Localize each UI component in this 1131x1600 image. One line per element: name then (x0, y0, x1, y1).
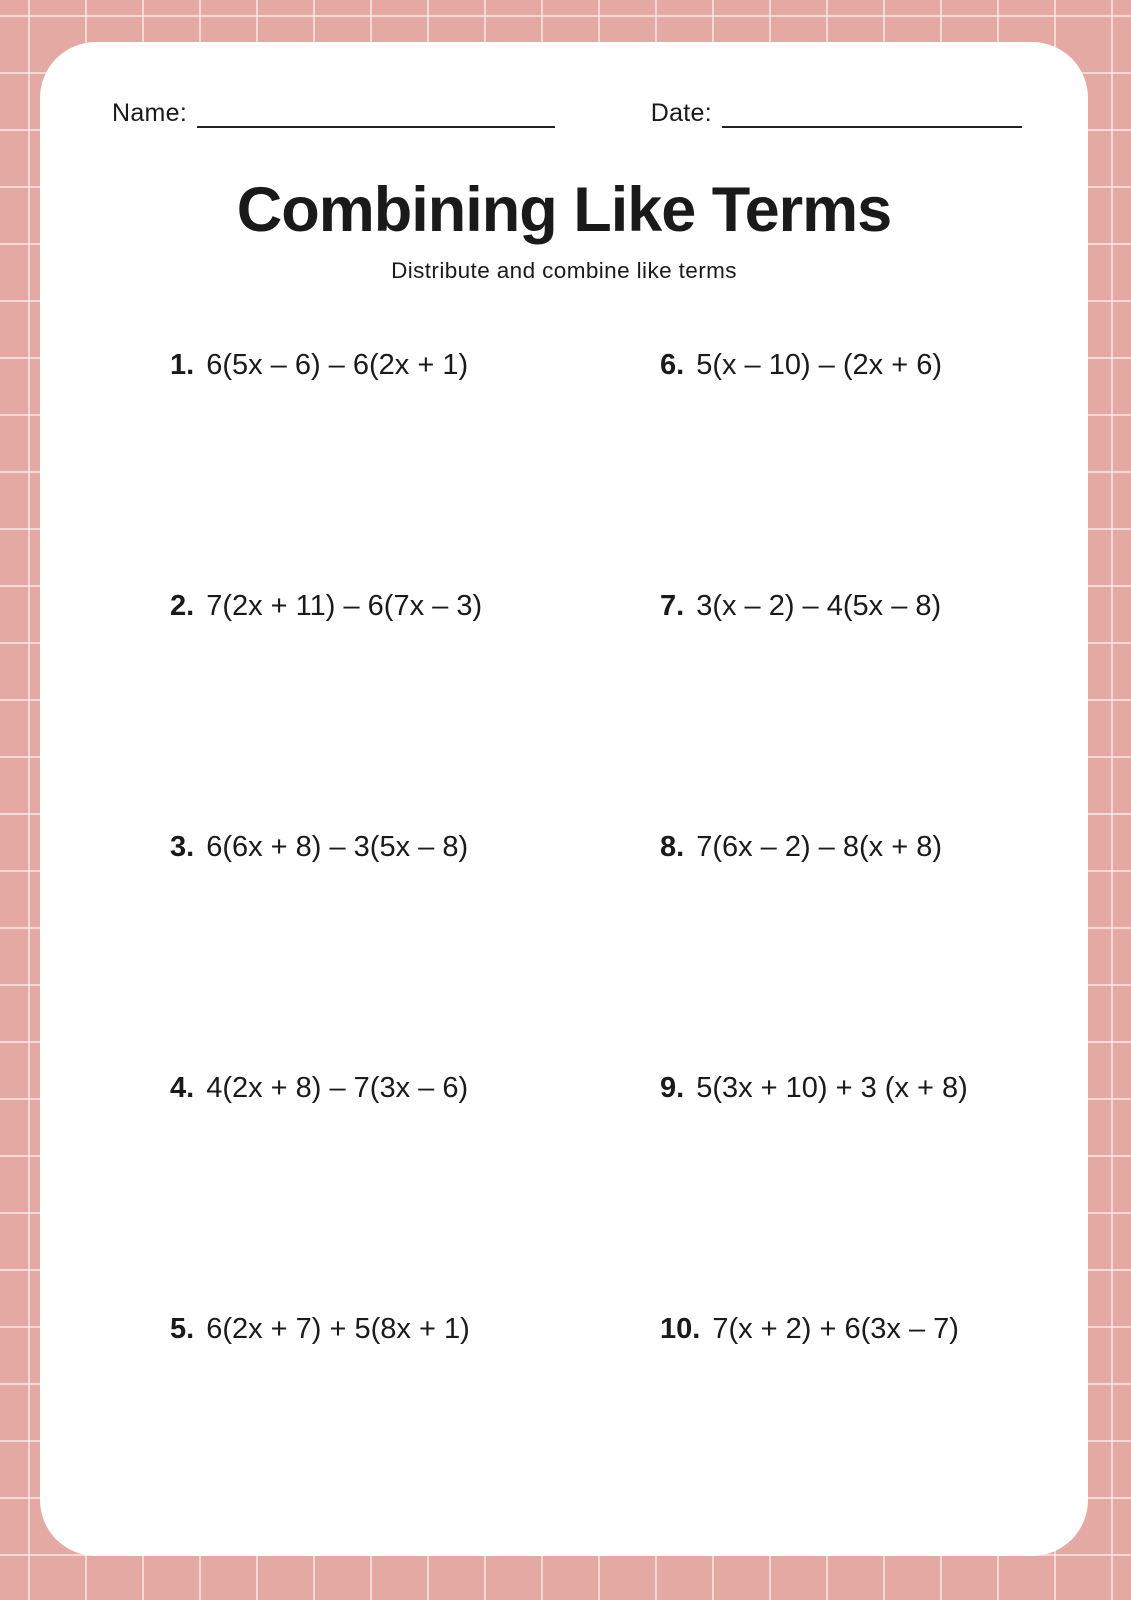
date-blank-line (722, 102, 1022, 128)
problem-5 (40, 1310, 564, 1551)
worksheet-card (40, 42, 1088, 1556)
problem-expression: 7(x + 2) + 6(3x – 7) (712, 1312, 959, 1345)
problem-9 (564, 1069, 1088, 1310)
problem-4 (40, 1069, 564, 1310)
problem-expression: 3(x – 2) – 4(5x – 8) (696, 589, 942, 622)
problem-expression: 6(2x + 7) + 5(8x + 1) (206, 1312, 470, 1345)
problem-number: 8. (660, 830, 685, 863)
problem-3 (40, 828, 564, 1069)
name-blank-line (197, 102, 555, 128)
page-title: Combining Like Terms (236, 174, 892, 245)
problem-expression: 6(6x + 8) – 3(5x – 8) (206, 830, 469, 863)
date-label: Date: (650, 99, 712, 127)
problem-number: 3. (170, 830, 195, 863)
problem-number: 6. (660, 348, 685, 381)
problem-number: 1. (170, 348, 195, 381)
problem-7 (564, 587, 1088, 828)
problem-expression: 6(5x – 6) – 6(2x + 1) (206, 348, 469, 381)
problem-number: 9. (660, 1071, 685, 1104)
header-row (112, 100, 1022, 128)
problem-10 (564, 1310, 1088, 1551)
problem-number: 5. (170, 1312, 195, 1345)
problem-number: 7. (660, 589, 685, 622)
problem-number: 10. (660, 1312, 701, 1345)
date-field (651, 100, 1022, 128)
problem-expression: 5(3x + 10) + 3 (x + 8) (696, 1071, 968, 1104)
page-subtitle: Distribute and combine like terms (391, 257, 737, 283)
problem-number: 4. (170, 1071, 195, 1104)
problem-number: 2. (170, 589, 195, 622)
problem-1 (40, 346, 564, 587)
problem-expression: 7(6x – 2) – 8(x + 8) (696, 830, 942, 863)
problem-expression: 7(2x + 11) – 6(7x – 3) (206, 589, 483, 622)
name-label: Name: (112, 99, 188, 127)
problem-expression: 4(2x + 8) – 7(3x – 6) (206, 1071, 469, 1104)
problem-8 (564, 828, 1088, 1069)
problem-expression: 5(x – 10) – (2x + 6) (696, 348, 942, 381)
problems-grid (40, 346, 1088, 1551)
problem-6 (564, 346, 1088, 587)
problem-2 (40, 587, 564, 828)
name-field (112, 100, 555, 128)
